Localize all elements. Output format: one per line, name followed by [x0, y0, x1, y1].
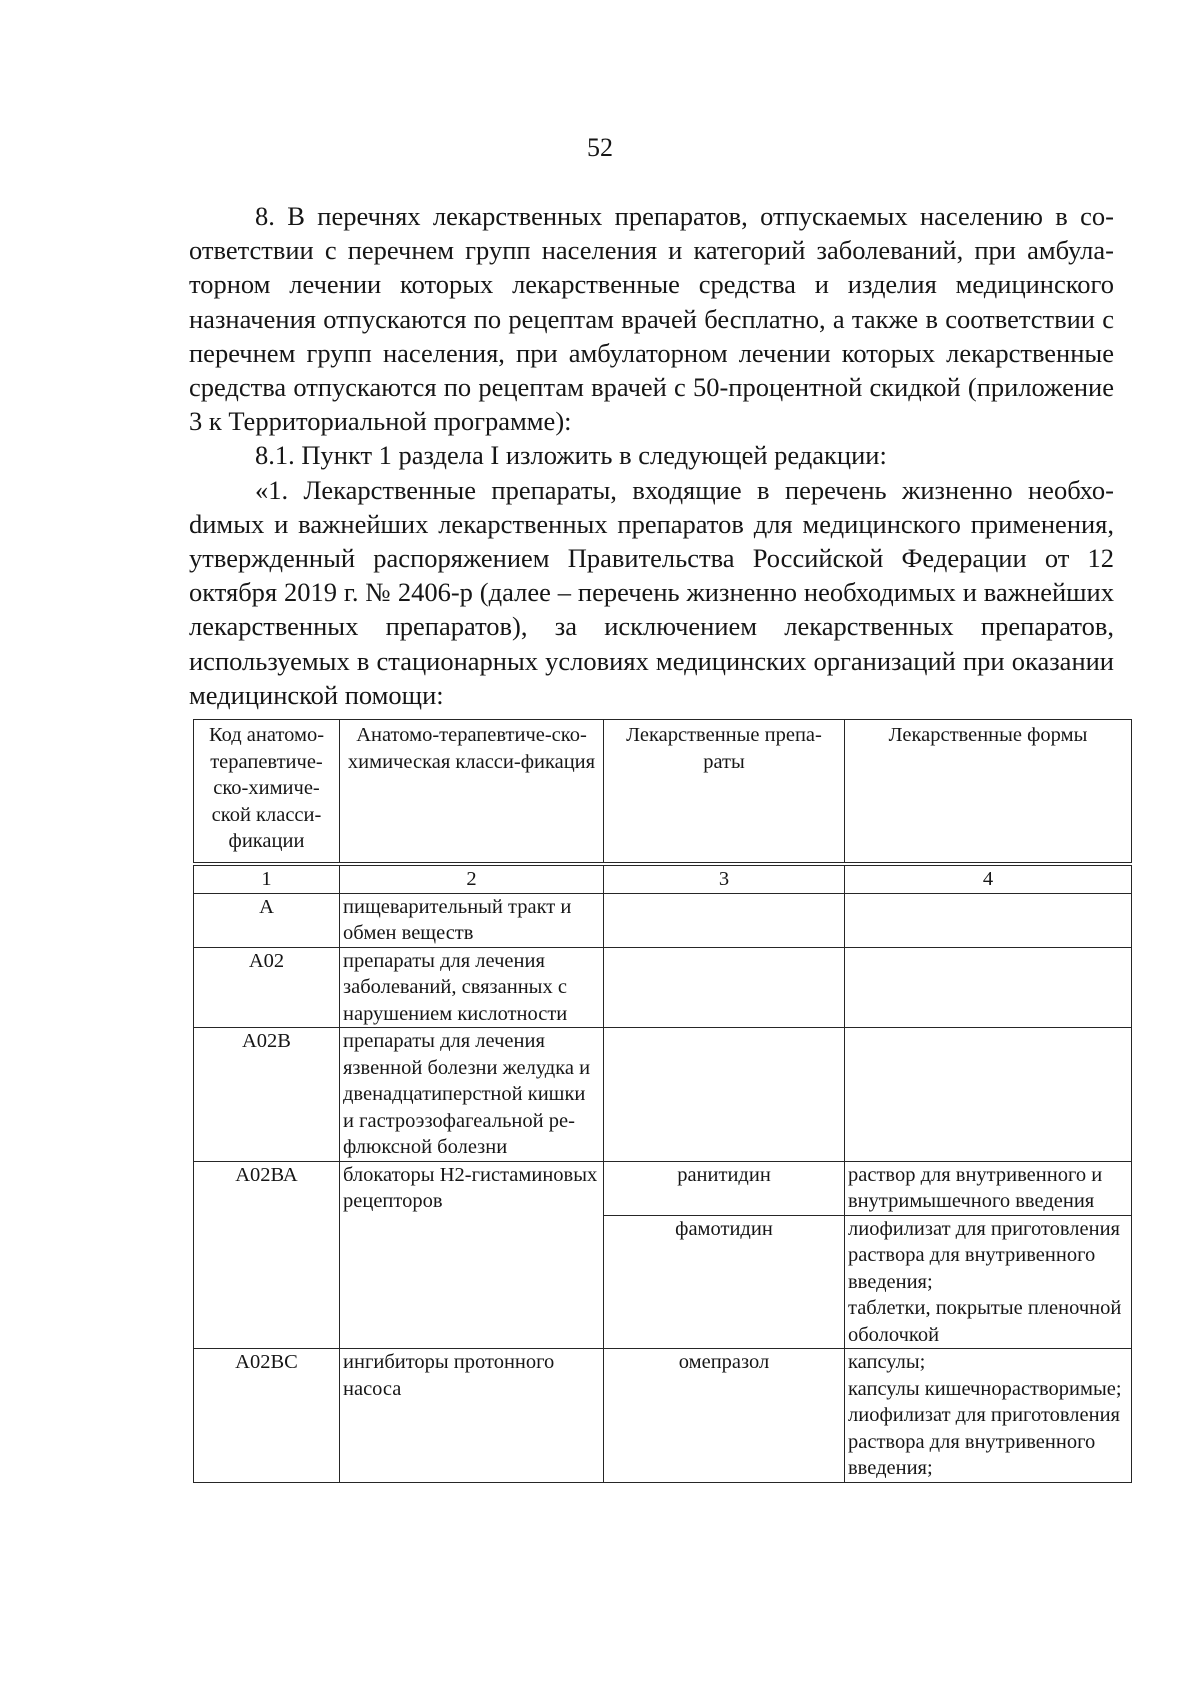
table-header-row — [194, 720, 1132, 865]
column-number-row — [194, 864, 1132, 893]
atc-code-cell: А02ВА — [194, 1161, 340, 1349]
paragraph-8: 8. В перечнях лекарственных препаратов, отпускаемых населению в соответствии с перечнем групп населения и категорий заболеваний, при амбулаторном лечении которых лекарственные средства и изделия медицинского назначения отпускаются по рецептам врачей бесплатно, а также в соответствии с перечнем групп населения, при амбулаторном лечении которых лекарственные средства отпускаются по рецептам врачей с 50-процентной скидкой (приложение 3 к Территориальной программе): — [189, 201, 1114, 437]
table-row — [194, 1028, 1132, 1162]
classification-cell: ингибиторы протонного насоса — [340, 1349, 604, 1483]
header-atc-classification: Анатомо-терапевтиче-ско-химическая класси-фикация — [340, 720, 604, 865]
paragraph-quote-1: «1. Лекарственные препараты, входящие в перечень жизненно необхоdимых и важнейших лекарственных препаратов для медицинского применeния, утвержденный распоряжением Правительства Российской Федерации от 12 октября 2019 г. № 2406-р (далее – перечень жизненно необходимых и важнейших лекарственных препаратов), за исключением лекарственных препаратов, используемых в стационарных условиях медицинских организаций при оказании медицинской помощи: — [189, 474, 1114, 710]
dosage-form: капсулы кишечнорастворимые; — [848, 1377, 1122, 1400]
forms-cell — [845, 1161, 1132, 1215]
drug-cell: ранитидин — [604, 1161, 845, 1215]
forms-cell — [845, 1349, 1132, 1483]
atc-code-cell: А02ВС — [194, 1349, 340, 1483]
paragraph-8-1: 8.1. Пункт 1 раздела I изложить в следующей редакции: — [255, 440, 887, 471]
dosage-form: лиофилизат для приготовления раствора для внутривенного введения; — [848, 1217, 1120, 1293]
table-row — [194, 1161, 1132, 1215]
forms-cell — [845, 1215, 1132, 1349]
drug-cell: омепразол — [604, 1349, 845, 1483]
forms-cell — [845, 947, 1132, 1028]
table-row — [194, 893, 1132, 947]
dosage-form: капсулы; — [848, 1351, 926, 1373]
classification-cell: блокаторы Н2-гистаминовых рецепторов — [340, 1161, 604, 1349]
atc-code-cell: А02В — [194, 1028, 340, 1162]
dosage-form: таблетки, покрытые пленочной оболочкой — [848, 1297, 1122, 1346]
table-row — [194, 947, 1132, 1028]
header-atc-code: Код анатомо-терапевтиче-ско-химиче-ской класси-фикации — [194, 720, 340, 865]
classification-cell: препараты для лечения язвенной болезни желудка и двенадцатиперстной кишки и гастроэзофагеальной рефлюксной болезни — [340, 1028, 604, 1162]
column-number: 2 — [340, 864, 604, 893]
drug-cell — [604, 947, 845, 1028]
atc-code-cell: А — [194, 893, 340, 947]
classification-cell: препараты для лечения заболеваний, связанных с нарушением кислотности — [340, 947, 604, 1028]
dosage-form: раствор для внутривенного и внутримышечного введения — [848, 1163, 1103, 1212]
drug-cell — [604, 893, 845, 947]
forms-cell — [845, 893, 1132, 947]
dosage-form: лиофилизат для приготовления раствора для внутривенного введения; — [848, 1404, 1120, 1479]
atc-drug-table — [193, 719, 1132, 1483]
column-number: 1 — [194, 864, 340, 893]
table-row — [194, 1349, 1132, 1483]
column-number: 3 — [604, 864, 845, 893]
drug-cell — [604, 1028, 845, 1162]
page-number: 52 — [587, 133, 613, 162]
forms-cell — [845, 1028, 1132, 1162]
column-number: 4 — [845, 864, 1132, 893]
header-dosage-forms: Лекарственные формы — [845, 720, 1132, 865]
header-drugs: Лекарственные препа-раты — [604, 720, 845, 865]
document-body — [189, 199, 1114, 712]
classification-cell: пищеварительный тракт и обмен веществ — [340, 893, 604, 947]
drug-cell: фамотидин — [604, 1215, 845, 1349]
atc-code-cell: А02 — [194, 947, 340, 1028]
